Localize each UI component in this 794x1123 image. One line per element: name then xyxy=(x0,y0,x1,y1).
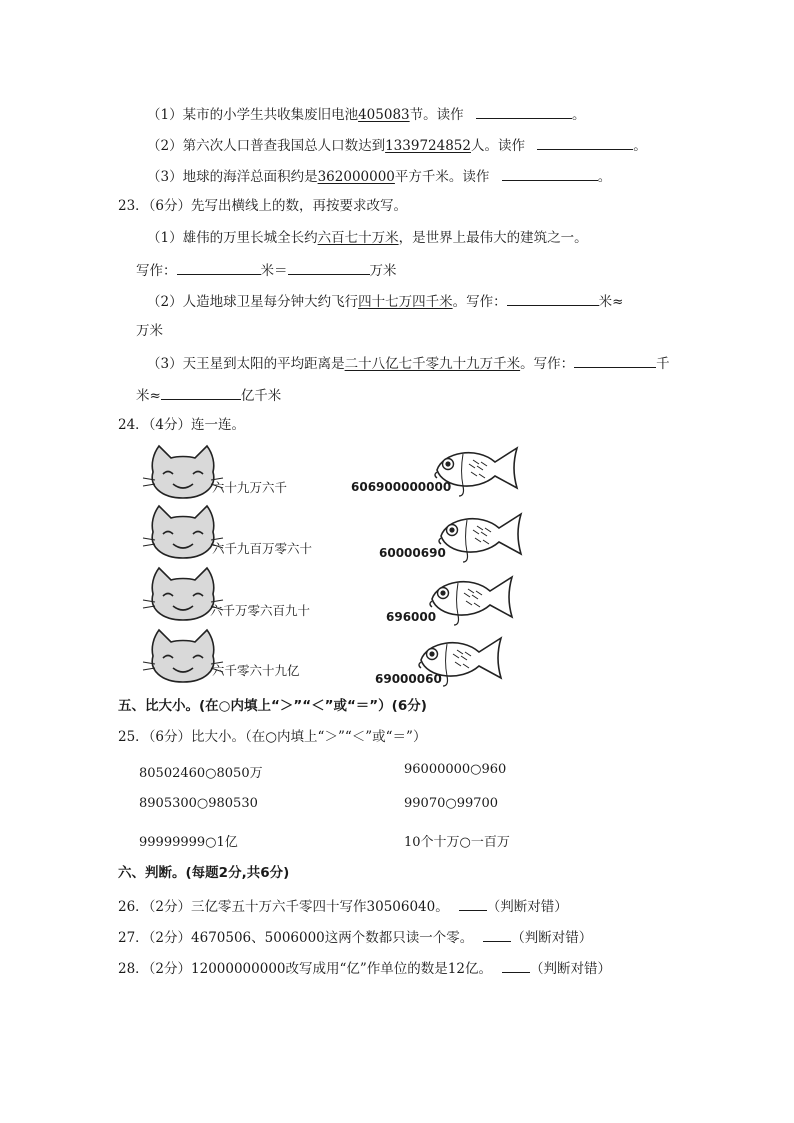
q23-write-1: 写作： 米＝ 万米 xyxy=(136,260,397,280)
q23-title: 23．（6分）先写出横线上的数，再按要求改写。 xyxy=(118,198,408,214)
q22-item-2-answer-blank[interactable] xyxy=(537,135,633,150)
fish-icon xyxy=(417,634,505,686)
section-6-heading: 六、判断。(每题2分,共6分) xyxy=(118,865,290,881)
q23-write-1-blank-b[interactable] xyxy=(288,260,370,275)
q25-row1-left[interactable]: 80502460○8050万 xyxy=(139,766,263,781)
q25-row3-left[interactable]: 99999999○1亿 xyxy=(139,835,238,850)
cat-label-2[interactable]: 六千九百万零六十 xyxy=(212,541,313,556)
q28-answer-blank[interactable] xyxy=(502,958,530,973)
q22-item-1-prefix: （1）某市的小学生共收集废旧电池 xyxy=(147,107,359,123)
q26: 26．（2分）三亿零五十万六千零四十写作30506040。 （判断对错） xyxy=(118,896,568,916)
q22-item-1: （1）某市的小学生共收集废旧电池405083节。读作 。 xyxy=(147,104,585,124)
q25-row1-right[interactable]: 96000000○960 xyxy=(404,762,507,777)
cat-label-3[interactable]: 六千万零六百九十 xyxy=(210,603,311,618)
q23-item-2-blank[interactable] xyxy=(507,291,599,306)
cat-icon xyxy=(147,630,221,684)
cat-label-4[interactable]: 六千零六十九亿 xyxy=(212,663,300,678)
fish-number-1[interactable]: 606900000000 xyxy=(351,480,452,494)
q22-item-1-suffix: 节。读作 xyxy=(409,107,464,123)
q22-item-3-answer-blank[interactable] xyxy=(502,166,598,181)
q25-title: 25．（6分）比大小。（在○内填上“＞”“＜”或“＝”） xyxy=(118,729,427,745)
q22-item-3-number: 362000000 xyxy=(317,169,395,185)
fish-icon xyxy=(433,444,521,496)
q22-item-2: （2）第六次人口普查我国总人口数达到1339724852人。读作 。 xyxy=(147,135,647,155)
q22-item-1-number: 405083 xyxy=(358,107,410,123)
q23-item-2: （2）人造地球卫星每分钟大约飞行四十七万四千米。写作： 米≈ xyxy=(147,291,623,311)
fish-number-2[interactable]: 60000690 xyxy=(379,546,446,560)
section-5-heading: 五、比大小。(在○内填上“＞”“＜”或“＝”）(6分) xyxy=(118,698,427,714)
q25-row3-right[interactable]: 10个十万○一百万 xyxy=(404,835,510,850)
cat-icon xyxy=(147,506,221,560)
fish-number-3[interactable]: 696000 xyxy=(386,610,437,624)
cat-label-1[interactable]: 六十九万六千 xyxy=(212,480,288,495)
q26-answer-blank[interactable] xyxy=(459,896,487,911)
q28: 28．（2分）12000000000改写成用“亿”作单位的数是12亿。 （判断对错） xyxy=(118,958,611,978)
q22-item-3: （3）地球的海洋总面积约是362000000平方千米。读作 。 xyxy=(147,166,611,186)
q25-row2-right[interactable]: 99070○99700 xyxy=(404,796,499,811)
q24-title: 24．（4分）连一连。 xyxy=(118,417,246,433)
q25-row2-left[interactable]: 8905300○980530 xyxy=(139,796,258,811)
fish-icon xyxy=(437,510,525,562)
q23-item-1: （1）雄伟的万里长城全长约六百七十万米，是世界上最伟大的建筑之一。 xyxy=(147,230,588,246)
cat-icon xyxy=(147,446,221,500)
q23-item-3-blank-b[interactable] xyxy=(161,385,241,400)
q23-write-1-blank-a[interactable] xyxy=(177,260,261,275)
q27: 27．（2分）4670506、5006000这两个数都只读一个零。 （判断对错） xyxy=(118,927,592,947)
q23-item-3-blank-a[interactable] xyxy=(574,353,656,368)
fish-number-4[interactable]: 69000060 xyxy=(375,672,442,686)
q22-item-2-number: 1339724852 xyxy=(385,138,471,154)
q22-item-1-answer-blank[interactable] xyxy=(476,104,572,119)
fish-icon xyxy=(428,573,516,625)
q23-item-3: （3）天王星到太阳的平均距离是二十八亿七千零九十九万千米。写作： 千 xyxy=(147,353,670,373)
q23-item-3-cont: 米≈ 亿千米 xyxy=(136,385,281,405)
q27-answer-blank[interactable] xyxy=(483,927,511,942)
q23-item-2-cont: 万米 xyxy=(136,323,163,339)
